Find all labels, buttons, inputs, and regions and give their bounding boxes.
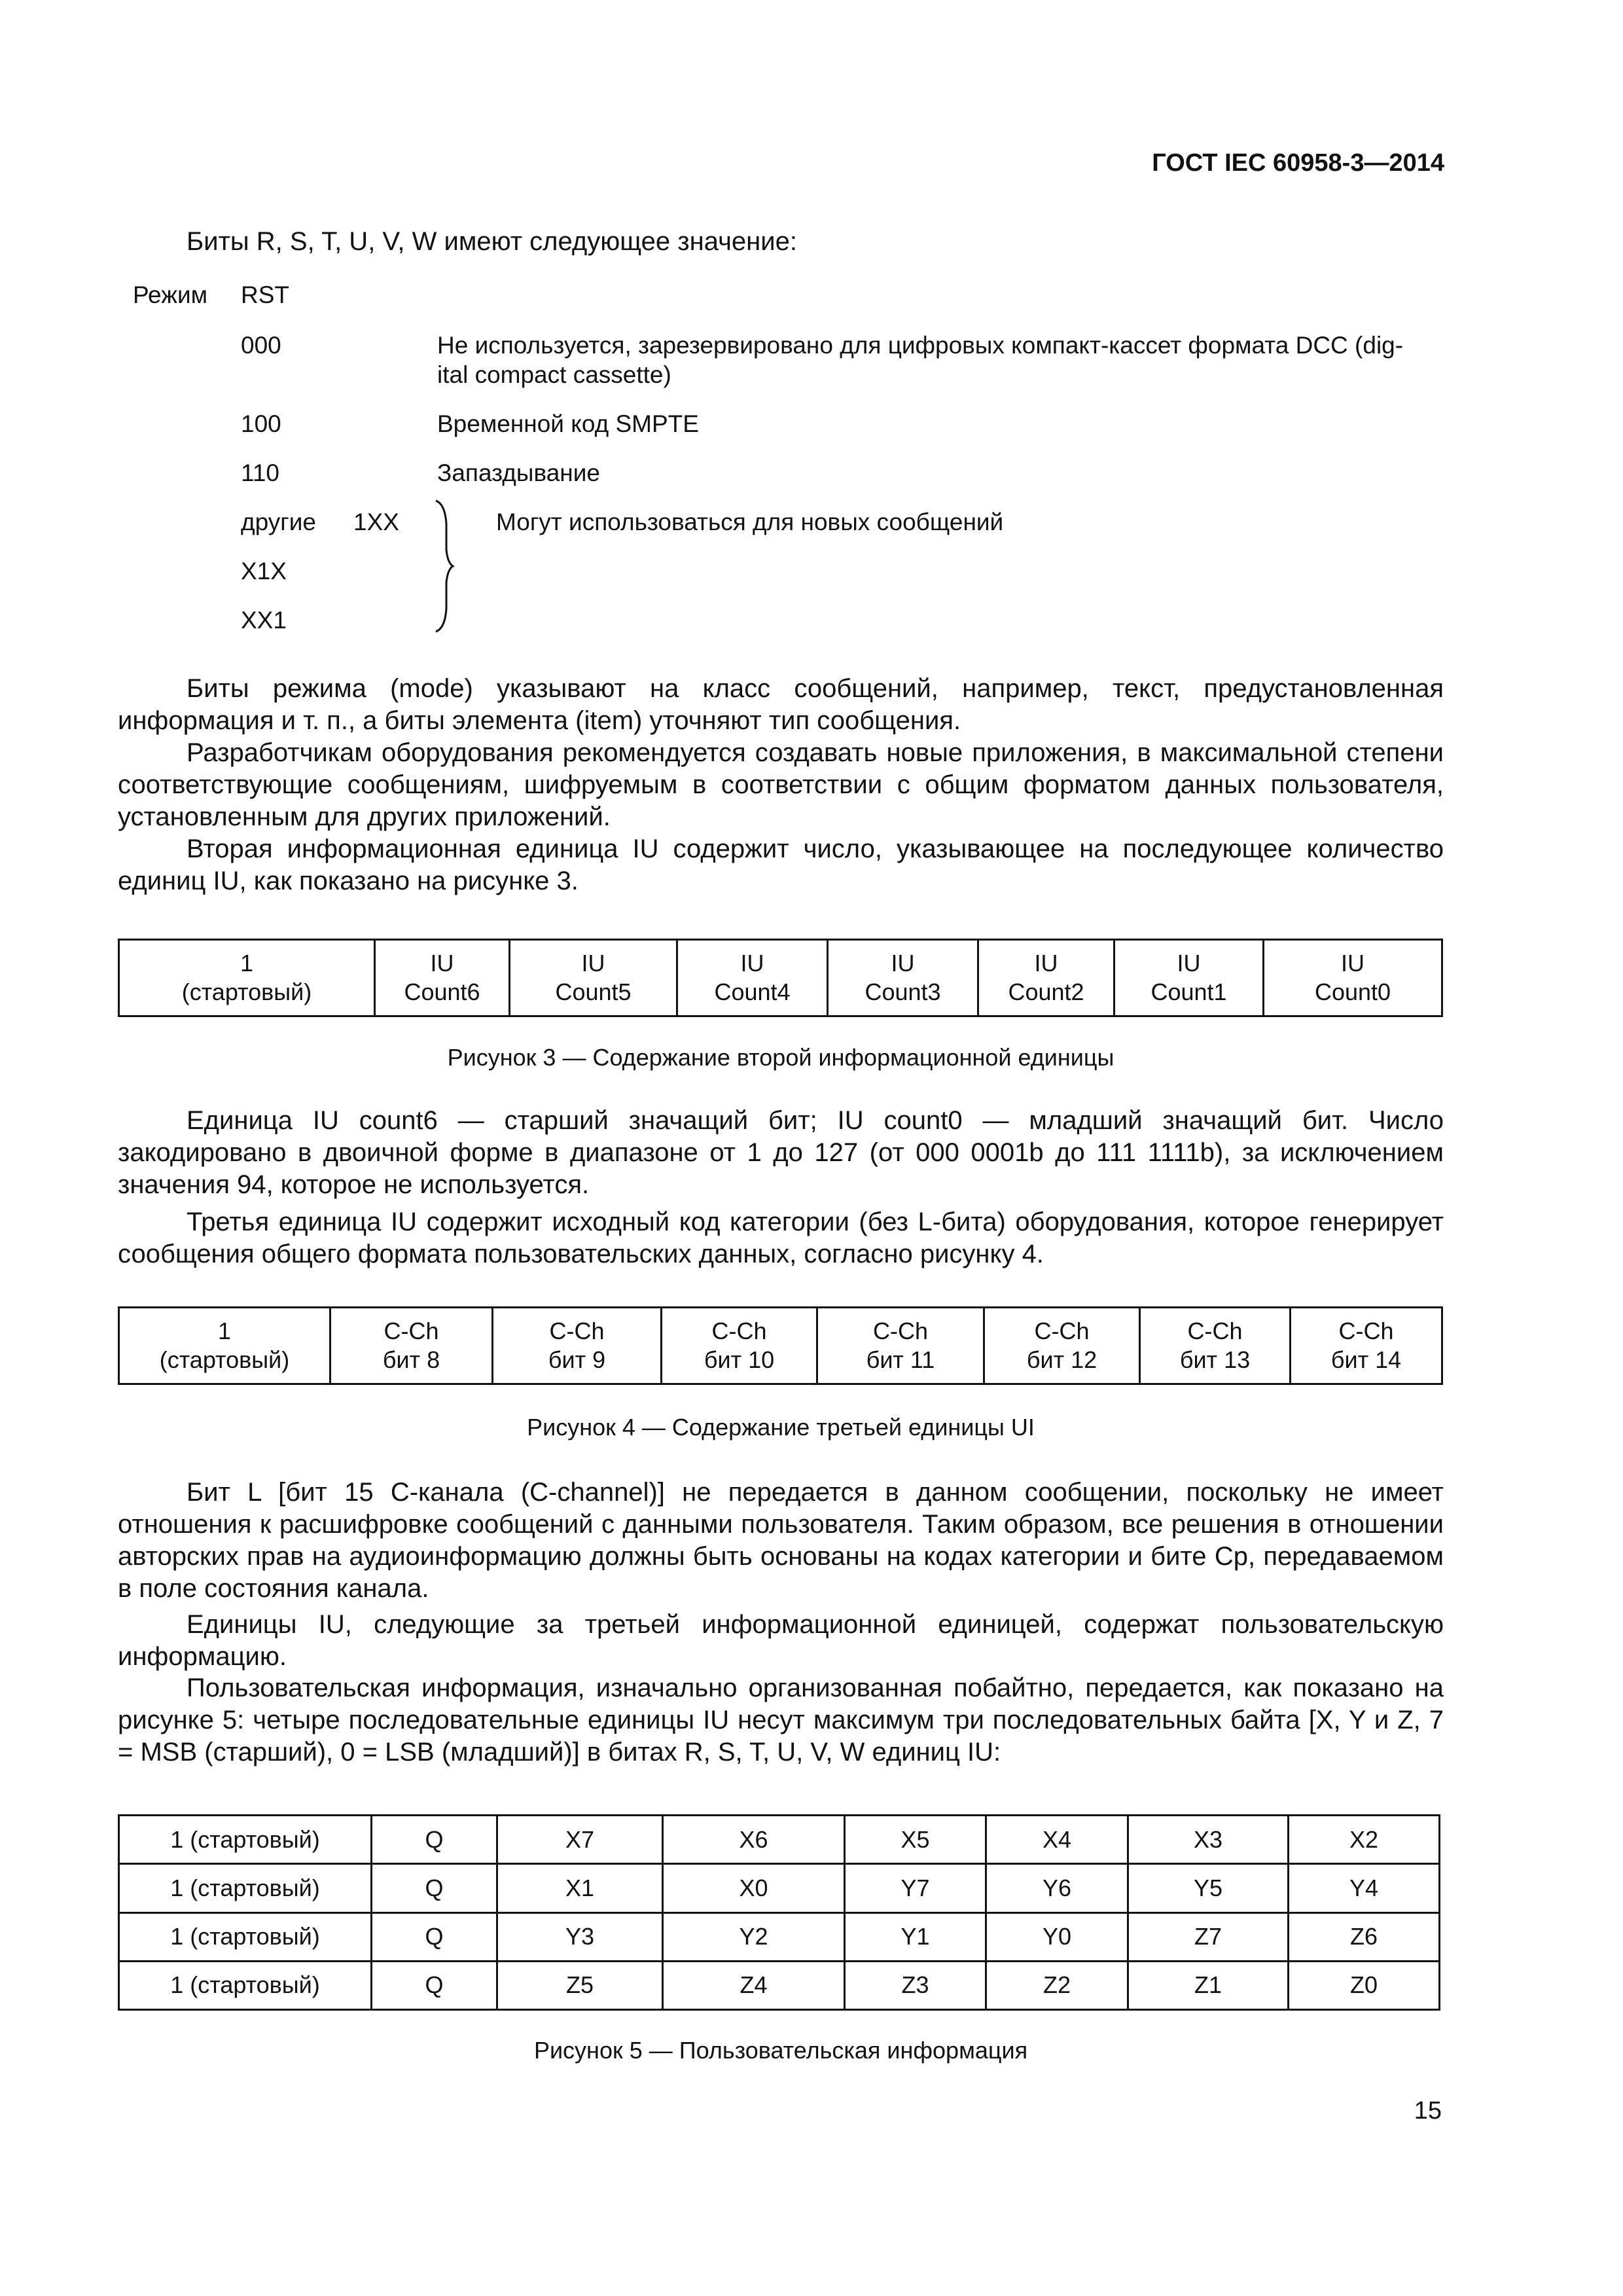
- figure5-cell: Z6: [1289, 1912, 1440, 1961]
- figure5-cell: X7: [497, 1816, 663, 1864]
- mode-desc-000: Не используется, зарезервировано для цифровых компакт-кассет формата DCC (dig-: [437, 332, 1404, 359]
- figure3-cell: IU Count1: [1115, 940, 1264, 1016]
- figure5-cell: Y4: [1289, 1864, 1440, 1912]
- figure4-cell: C-Ch бит 10: [662, 1308, 817, 1384]
- figure5-cell: Q: [372, 1816, 497, 1864]
- figure4-caption: Рисунок 4 — Содержание третьей единицы UI: [527, 1414, 1035, 1441]
- figure3-cell: IU Count0: [1264, 940, 1442, 1016]
- figure5-cell: Y7: [845, 1864, 986, 1912]
- figure5-row: [119, 1912, 1440, 1961]
- figure5-cell: Y1: [845, 1912, 986, 1961]
- mode-desc-100: Временной код SMPTE: [437, 410, 699, 437]
- figure5-cell: X3: [1128, 1816, 1289, 1864]
- figure3-cell: IU Count6: [375, 940, 510, 1016]
- figure3-caption: Рисунок 3 — Содержание второй информационной единицы: [447, 1044, 1115, 1071]
- paragraph-l-bit: Бит L [бит 15 С-канала (C-channel)] не передается в данном сообщении, поскольку не имеет отношения к расшифровке сообщений с данными пользователя. Таким образом, все решения в отношении авторских прав на аудиоинформацию должны быть основаны на кодах категории и бите Cp, передаваемом в поле состояния канала.: [118, 1478, 1444, 1603]
- figure5-cell: Y0: [986, 1912, 1128, 1961]
- mode-label: Режим: [133, 281, 208, 308]
- figure3-cell: IU Count4: [677, 940, 828, 1016]
- mode-code-100: 100: [241, 410, 281, 437]
- paragraph-count-bits: Единица IU count6 — старший значащий бит; IU count0 — младший значащий бит. Число закодировано в двоичной форме в диапазоне от 1 до 127 (от 000 0001b до 111 1111b), за исключением значения 94, которое не используется.: [118, 1106, 1444, 1199]
- figure4-cell: C-Ch бит 12: [984, 1308, 1140, 1384]
- document-header: ГОСТ IEC 60958-3—2014: [1152, 149, 1444, 177]
- figure5-cell: Z1: [1128, 1961, 1289, 2009]
- figure5-cell: Y5: [1128, 1864, 1289, 1912]
- figure3-cell: IU Count3: [828, 940, 978, 1016]
- figure5-cell: Z4: [663, 1961, 845, 2009]
- page-number: 15: [1414, 2097, 1442, 2125]
- figure5-cell: X0: [663, 1864, 845, 1912]
- figure5-cell: Z3: [845, 1961, 986, 2009]
- mode-code-x1x: X1X: [241, 558, 287, 584]
- figure4-cell: C-Ch бит 14: [1291, 1308, 1442, 1384]
- paragraph-second-iu: Вторая информационная единица IU содержит число, указывающее на последующее количество единиц IU, как показано на рисунке 3.: [118, 834, 1444, 895]
- figure5-cell: X6: [663, 1816, 845, 1864]
- figure4-cell: C-Ch бит 13: [1140, 1308, 1291, 1384]
- figure5-cell: Z2: [986, 1961, 1128, 2009]
- mode-other-desc: Могут использоваться для новых сообщений: [496, 509, 1004, 535]
- figure4-cell: 1 (стартовый): [119, 1308, 330, 1384]
- mode-code-110: 110: [241, 459, 279, 486]
- paragraph-developers: Разработчикам оборудования рекомендуется создавать новые приложения, в максимальной степени соответствующие сообщениям, шифруемым в соответствии с общим форматом данных пользователя, установленным для других приложений.: [118, 738, 1444, 831]
- mode-other-label: другие: [241, 509, 316, 535]
- figure4-cell: C-Ch бит 9: [493, 1308, 662, 1384]
- mode-code-000: 000: [241, 332, 281, 359]
- figure5-cell: Z0: [1289, 1961, 1440, 2009]
- figure3-cell: 1 (стартовый): [119, 940, 375, 1016]
- figure4-cell: C-Ch бит 11: [817, 1308, 984, 1384]
- figure5-row: [119, 1864, 1440, 1912]
- paragraph-following-iu: Единицы IU, следующие за третьей информационной единицей, содержат пользовательскую информацию.: [118, 1610, 1444, 1671]
- mode-code-1xx: 1XX: [353, 509, 399, 535]
- intro-text: Биты R, S, T, U, V, W имеют следующее значение:: [187, 227, 797, 256]
- figure3-table: [118, 939, 1443, 1017]
- figure5-cell: X5: [845, 1816, 986, 1864]
- figure5-row: [119, 1961, 1440, 2009]
- figure5-cell: 1 (стартовый): [119, 1961, 372, 2009]
- figure4-table: [118, 1306, 1443, 1385]
- mode-desc-000-cont: ital compact cassette): [437, 361, 671, 388]
- figure5-cell: X1: [497, 1864, 663, 1912]
- figure5-cell: 1 (стартовый): [119, 1816, 372, 1864]
- figure5-cell: 1 (стартовый): [119, 1912, 372, 1961]
- figure5-row: [119, 1816, 1440, 1864]
- figure3-cell: IU Count2: [978, 940, 1115, 1016]
- figure5-cell: 1 (стартовый): [119, 1864, 372, 1912]
- figure4-cell: C-Ch бит 8: [330, 1308, 493, 1384]
- paragraph-third-iu: Третья единица IU содержит исходный код категории (без L-бита) оборудования, которое генерирует сообщения общего формата пользовательских данных, согласно рисунку 4.: [118, 1208, 1444, 1268]
- figure5-cell: Y2: [663, 1912, 845, 1961]
- figure5-cell: Q: [372, 1864, 497, 1912]
- figure5-cell: Q: [372, 1912, 497, 1961]
- paragraph-user-info: Пользовательская информация, изначально организованная побайтно, передается, как показано на рисунке 5: четыре последовательные единицы IU несут максимум три последовательных байта [X, Y и Z, 7 = MSB (старший), 0 = LSB (младший)] в битах R, S, T, U, V, W единиц IU:: [118, 1674, 1444, 1767]
- figure3-cell: IU Count5: [510, 940, 677, 1016]
- paragraph-mode-bits: Биты режима (mode) указывают на класс сообщений, например, текст, предустановленная информация и т. п., а биты элемента (item) уточняют тип сообщения.: [118, 674, 1444, 735]
- figure5-cell: Q: [372, 1961, 497, 2009]
- mode-desc-110: Запаздывание: [437, 459, 600, 486]
- figure5-caption: Рисунок 5 — Пользовательская информация: [533, 2037, 1028, 2064]
- figure5-cell: Y3: [497, 1912, 663, 1961]
- figure5-cell: Z5: [497, 1961, 663, 2009]
- rst-label: RST: [241, 281, 289, 308]
- figure5-cell: Z7: [1128, 1912, 1289, 1961]
- mode-code-xx1: XX1: [241, 607, 287, 634]
- figure5-cell: X2: [1289, 1816, 1440, 1864]
- figure5-table: [118, 1814, 1440, 2011]
- figure5-cell: Y6: [986, 1864, 1128, 1912]
- curly-brace: [432, 497, 458, 635]
- figure5-cell: X4: [986, 1816, 1128, 1864]
